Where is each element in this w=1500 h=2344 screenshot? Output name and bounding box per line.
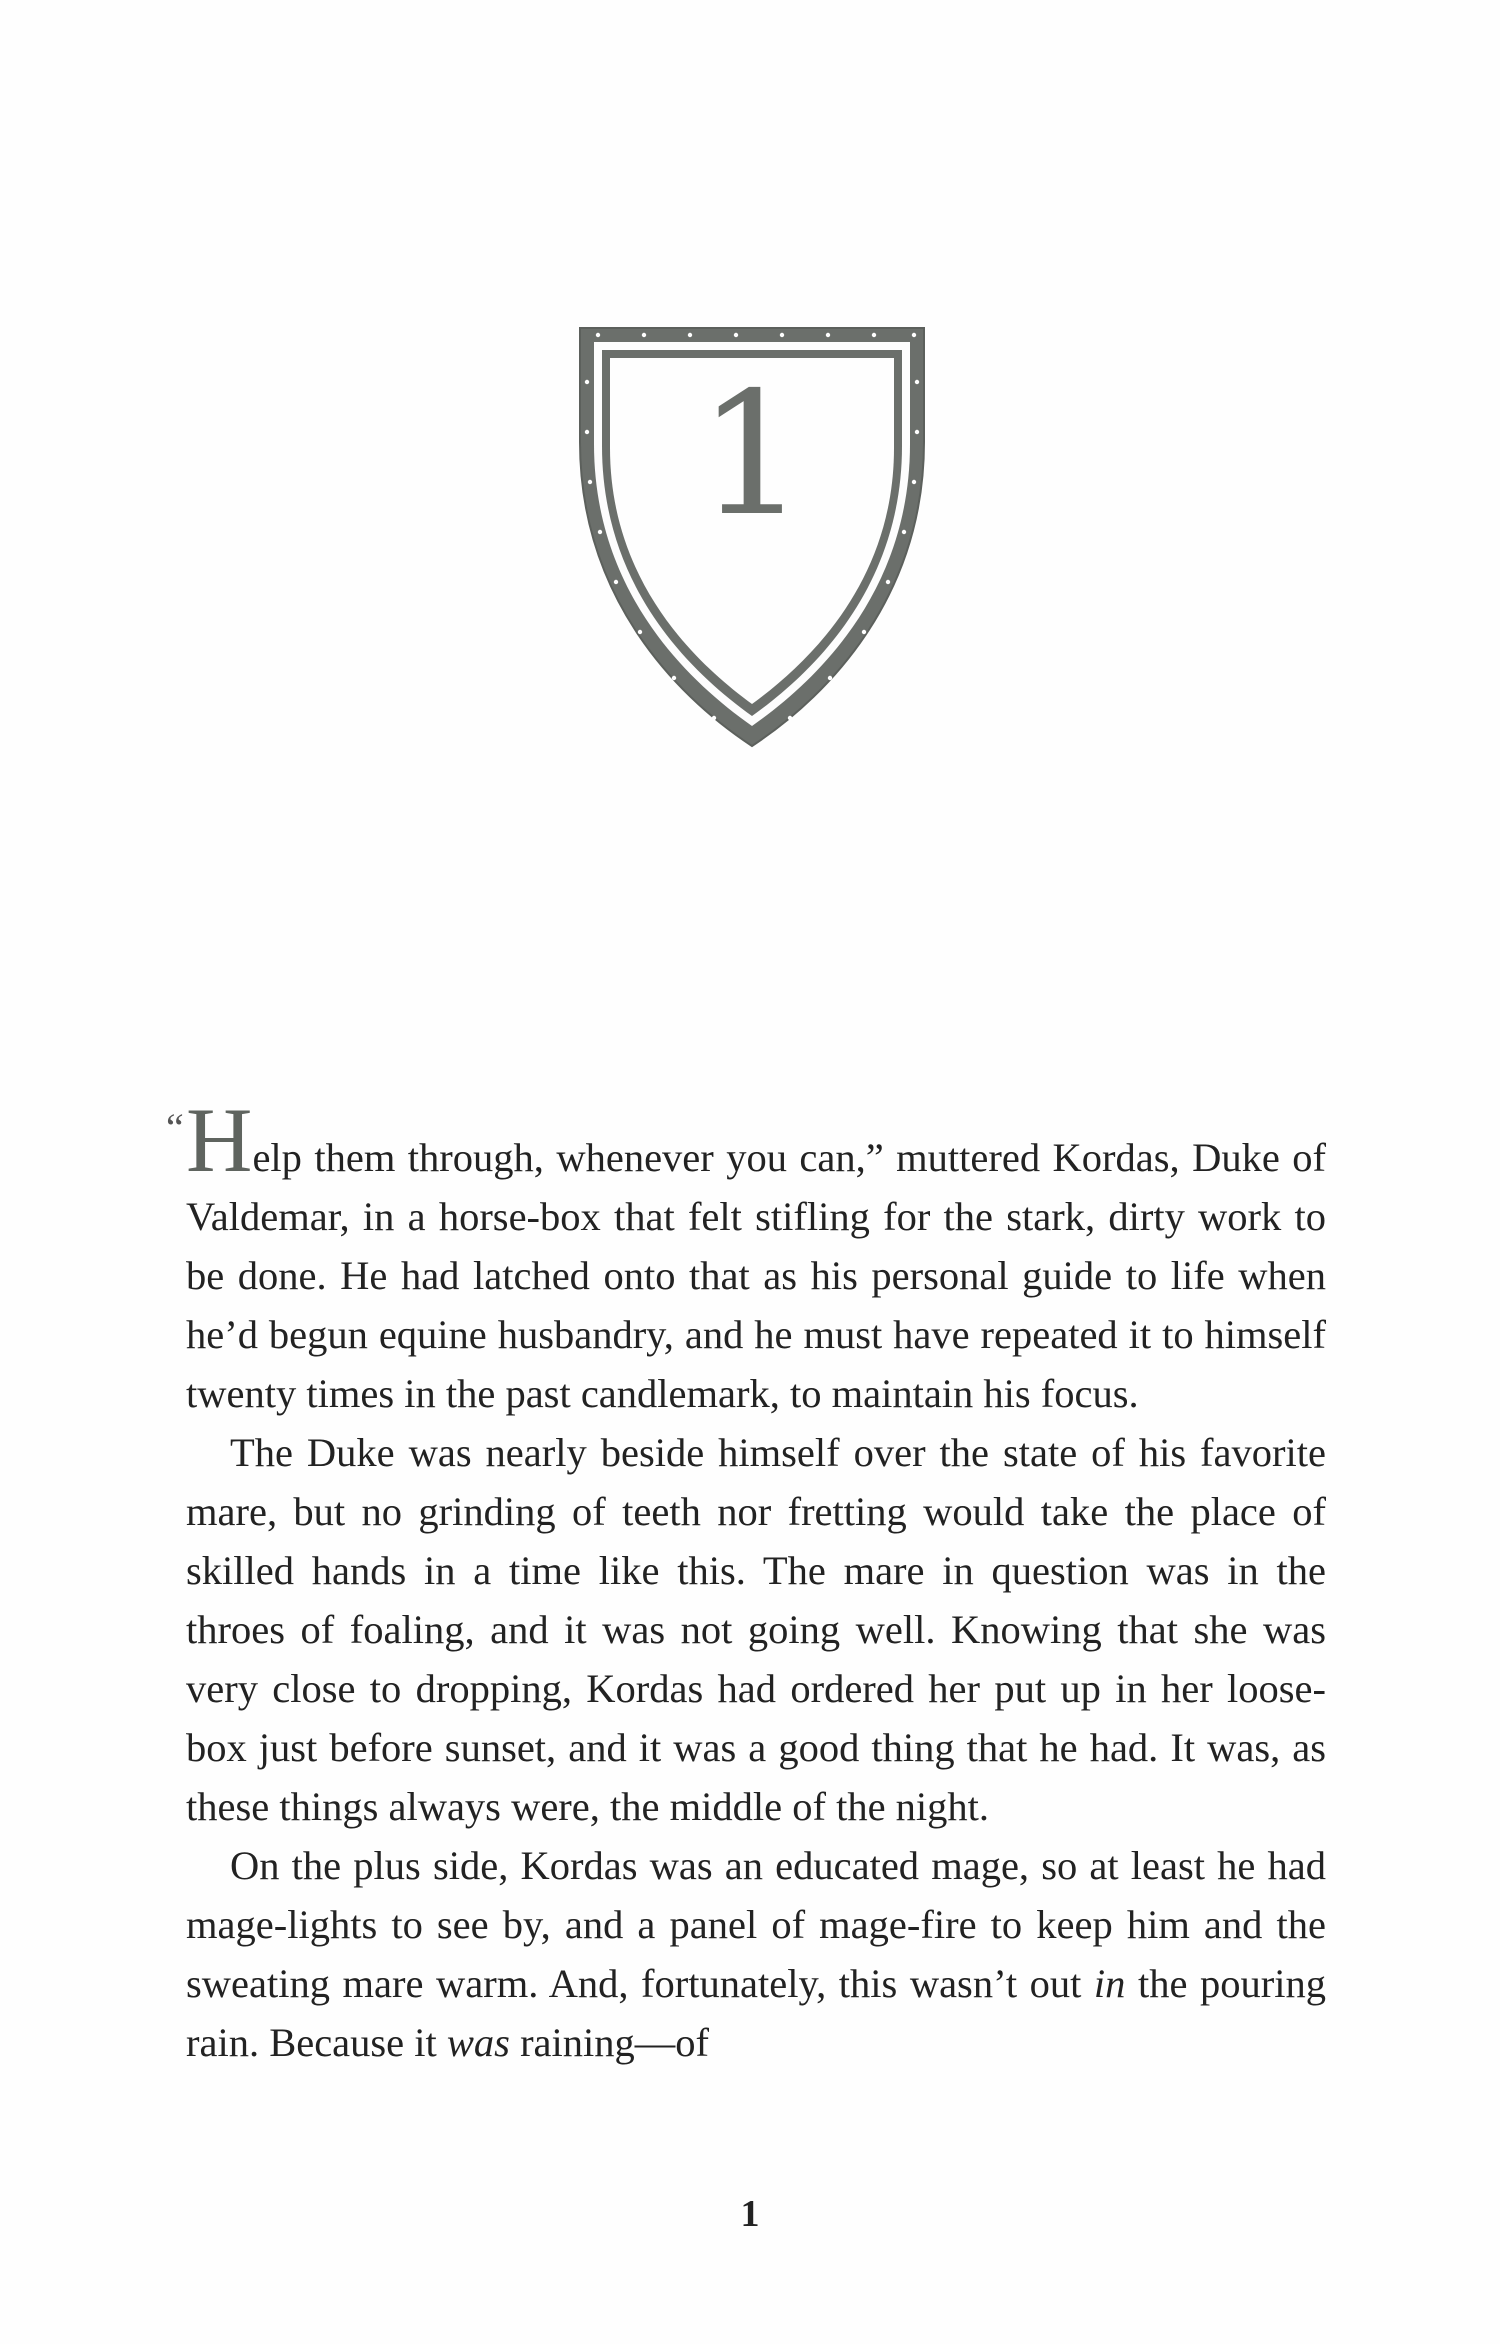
drop-cap-letter: H [186, 1089, 253, 1191]
paragraph-3-text-b: the pouring rain. Because it [186, 1961, 1326, 2065]
paragraph-3-emphasis-in: in [1093, 1961, 1126, 2006]
paragraph-3-text-c: raining—of [509, 2020, 710, 2065]
paragraph-3 [186, 1836, 1326, 2072]
paragraph-1-text: elp them through, whenever you can,” muttered Kordas, Duke of Valdemar, in a horse-box that felt stifling for the stark, dirty work to be done. He had latched onto that as his personal guide to life when he’d begun equine husbandry, and he must have repeated it to himself twenty times in the past candlemark, to maintain his focus. [186, 1135, 1326, 1416]
paragraph-2: The Duke was nearly beside himself over the state of his favorite mare, but no grinding of teeth nor fretting would take the place of skilled hands in a time like this. The mare in question was in the throes of foaling, and it was not going well. Knowing that she was very close to dropping, Kordas had ordered her put up in her loose-box just before sunset, and it was a good thing that he had. It was, as these things always were, the middle of the night. [186, 1430, 1326, 1829]
chapter-body-text [166, 1089, 1326, 2072]
paragraph-1 [166, 1089, 1326, 1423]
page-number: 1 [740, 2193, 760, 2235]
opening-quote-mark: “ [166, 1105, 184, 1150]
paragraph-3-emphasis-was: was [446, 2020, 510, 2065]
paragraph-3-text-a: On the plus side, Kordas was an educated mage, so at least he had mage-lights to see by, and a panel of mage-fire to keep him and the sweating mare warm. And, fortunately, this wasn’t out [186, 1843, 1326, 2006]
chapter-number: 1 [697, 356, 807, 554]
